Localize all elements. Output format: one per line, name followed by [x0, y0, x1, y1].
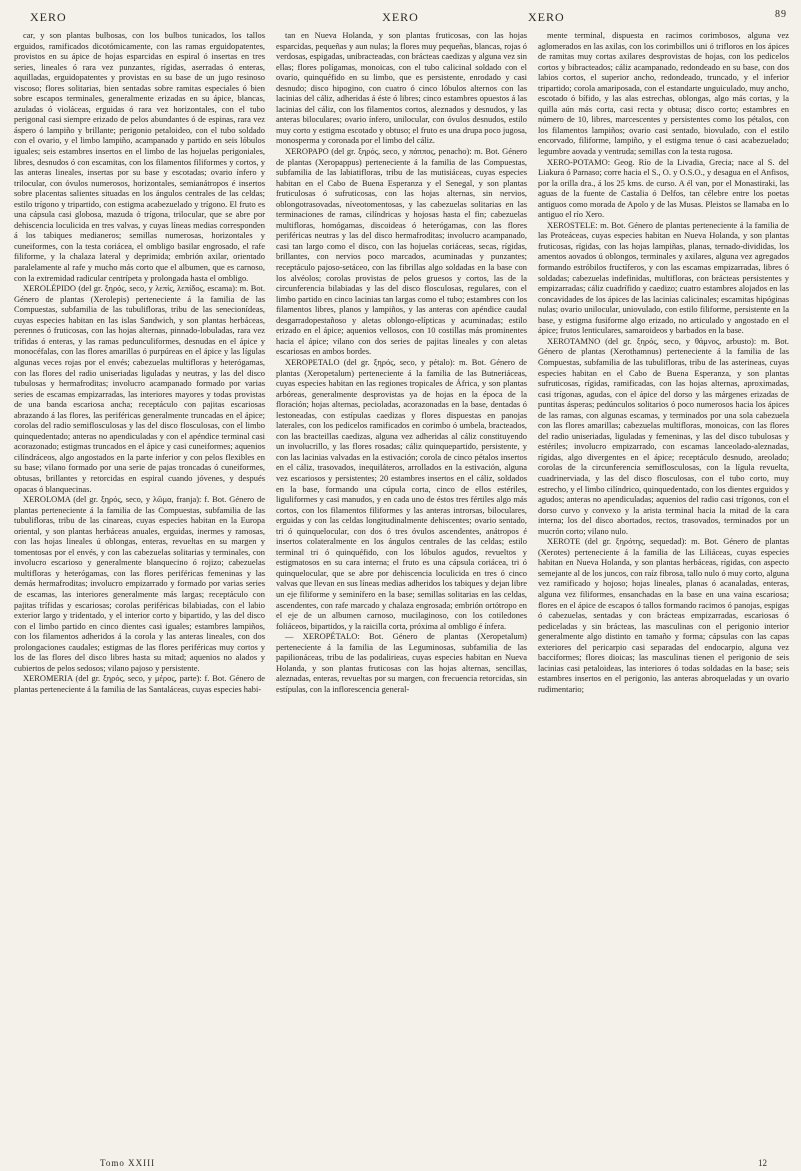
- column-left: [14, 30, 265, 1155]
- sheet-number: 12: [758, 1158, 767, 1168]
- entry-paragraph: — XEROPÉTALO: Bot. Género de plantas (Xeropetalum) perteneciente á la familia de las Leguminosas, subfamilia de las papilionáceas, tribu de las podalirieas, cuyas especies habitan en Nueva Holanda, y son plantas fruticosas con las hojas alternas, sencillas, aleznadas, enteras, revueltas por su margen, con frecuencia retorcidas, sin estípulas, con la inflorescencia general-: [276, 631, 527, 694]
- running-head-left: XERO: [30, 10, 67, 24]
- entry-paragraph: XERO-POTAMO: Geog. Río de la Livadia, Grecia; nace al S. del Liakura ó Parnaso; corre hacia el S., O. y O.S.O., y desagua en el Anfisos, por la orilla dra., á los 25 kms. de curso. A él van, por el Monastiraki, las aguas de la fuente de Castalia ó Delfos, tan célebre entre los poetas antiguos como morada de Apolo y de las Musas. Pleistos se llamaba en lo antiguo el río Xero.: [538, 156, 789, 220]
- entry-paragraph: tan en Nueva Holanda, y son plantas fruticosas, con las hojas esparcidas, pequeñas y aun nulas; la flores muy pequeñas, blancas, rojas ó verdosas, espigadas, unibracteadas, con brácteas caedizas y alguna vez sin ellas; flores polígamas, monoicas, con el tubo calicinal soldado con el ovario, quinquéfido en su limbo, que es persistente, enrodado y casi desnudo; disco hipogino, con cuatro ó cinco lóbulos alternos con las lacinias del cáliz, adheridas á éste ó libres; cinco estambres opuestos á las lacinias del cáliz, con los filamentos cortos, aleznados y desnudos, y las anteras biloculares; ovario ínfero, unilocular, con óvulos desnudos, estilo muy corto y estigma escotado y obtuso; el fruto es una drupa poco jugosa, monosperma y coronada por el limbo del cáliz.: [276, 30, 527, 146]
- running-head: [0, 6, 801, 28]
- entry-paragraph: XEROMERIA (del gr. ξηρός, seco, y μέρος, parte): f. Bot. Género de plantas perteneciente á la familia de las Santaláceas, cuyas especies habi-: [14, 673, 265, 694]
- entry-paragraph: mente terminal, dispuesta en racimos corimbosos, alguna vez aglomerados en las axilas, con los corimbillos uni ó trifloros en los ápices de ramitas muy cortas axilares desprovistas de hojas, con los pedicelos cortos y bibracteados; cáliz acampanado, redondeado en su base, con dos labios cortos, el superior ancho, redondeado, truncado, y el inferior tripartido; corola amariposada, con el estandarte unguiculado, muy ancho, escotado ó bífido, y las alas estrechas, oblongas, algo más cortas, y la quilla aún más corta, casi recta y obtusa; disco corto; estambres en número de 10, libres, marcescentes y persistentes como los pétalos, con los filamentos lampiños; ovario casi sentado, biovulado, con el estilo encorvado, filiforme, lampiño, y el estigma tenue ó casi acabezuelado; legumbre aovada y ventruda; semillas con la testa rugosa.: [538, 30, 789, 157]
- page-number: 89: [775, 9, 787, 20]
- column-right: [538, 30, 789, 1155]
- entry-paragraph: XEROLOMA (del gr. ξηρός, seco, y λῶμα, franja): f. Bot. Género de plantas perteneciente á la familia de las Compuestas, subfamilia de las tubulifloras, tribu de las cinareas, cuyas especies habitan en la Europa oriental, y son plantas herbáceas anuales, erguidas, inermes y ramosas, con las hojas lineales ú oblongas, enteras, revueltas en su margen y tomentosas por el envés, y con las cabezuelas solitarias y terminales, con involucro escarioso y generalmente blanquecino ó rojizo; cabezuelas multifloras y heterógamas, con las flores periféricas femeninas y las demás hermafroditas; involucro empizarrado y formado por varias series de escamas, las interiores generalmente más largas; receptáculo con pajitas trífidas y escariosas; corolas periféricas bilabiadas, con el labio exterior largo y tridentado, y el interior corto y bipartido, y las del disco con el limbo partido en cinco dientes casi iguales; estambres lampiños, con los filamentos adheridos á la corola y las anteras lineales, con dos prolongaciones caudales; estigmas de las flores periféricas muy cortos y los de las flores del disco libres hasta su mitad; aquenios no alados y cubiertos de pelos sedosos; vilano pajoso y persistente.: [14, 494, 265, 673]
- volume-signature: Tomo XXIII: [100, 1158, 156, 1168]
- entry-paragraph: XEROPETALO (del gr. ξηρός, seco, y pétalo): m. Bot. Género de plantas (Xeropetalum) perteneciente á la familia de las Butneriáceas, cuyas especies habitan en las regiones tropicales de África, y son plantas arbóreas, generalmente desprovistas ya de hojas en la época de la floración; hojas alternas, pecioladas, acorazonadas en la base, dentadas ó lestoneadas, con estípulas caedizas y flores dispuestas en panojas laterales, con los pedicelos ramificados en corimbo ó umbela, bracteados, con las bracteillas caedizas, alguna vez adheridas al cáliz constituyendo un involucrillo, y las flores rosadas; cáliz quinquepartido, persistente, y con las lacinias valvadas en la estivación; corola de cinco pétalos insertos en el cáliz, trasovados, inequiláteros, arrollados en la estivación, alguna vez escariosos y persistentes; 20 estambres insertos en el cáliz, soldados en la base, formando una cúpula corta, cinco de ellos estériles, liguliformes y casi manudos, y en cada uno de éstos tres fértiles algo más cortos, con los filamentos filiformes y las anteras introrsas, biloculares, erguidas y con las celdas longitudinalmente dehiscentes; ovario sentado, tri ó quinquelocular, con dos ó tres óvulos ascendentes, anátropos é insertos colateralmente en los ángulos centrales de las celdas; estilo terminal tri ó quinquéfido, con los lóbulos agudos, revueltos y estigmatosos en su cara interna; el fruto es una cápsula coriácea, tri ó quinquelocular, que se abre por dehiscencia loculicida en tres ó cinco valvas que llevan en sus líneas medias adheridos los tabiques y dejan libre un eje filiforme y seminífero en la base; semillas solitarias en las celdas, ascendentes, con rafe marcado y chalaza engrosada; embrión ortótropo en el eje de un albumen carnoso, mucilaginoso, con los cotiledones foliáceos, bipartidos, y la raicilla corta, próxima al ombligo é ínfera.: [276, 356, 527, 631]
- entry-paragraph: XEROTAMNO (del gr. ξηρός, seco, y θάμνος, arbusto): m. Bot. Género de plantas (Xerothamnus) perteneciente á la familia de las Compuestas, subfamilia de las tubulifloras, tribu de las asterineas, cuyas especies habitan en el Cabo de Buena Esperanza, y son plantas sufruticosas, rígidas, ramificadas, con las hojas alternas, aproximadas, casi trígonas, agudas, con el ápice del dorso y las márgenes erizadas de puntitas ásperas; pedúnculos solitarios ó poco numerosos hacia los ápices de las ramas, con algunas escamas, y terminados por una sola cabezuela con las flores amarillas; cabezuelas multifloras, monoicas, con las flores del radio uniseriadas, liguladas y femeninas, y las del disco tubulosas y estériles; involucro empizarrado, con escamas lanceolado-aleznadas, rígidas, algo divergentes en el ápice; receptáculo desnudo, areolado; corolas de la circunferencia semiflosculosas, con la lígula revuelta, cuadrinerviada, y las del disco flosculosas, con el tubo corto, muy estrecho, y el limbo cilíndrico, quinquedentado, con los dientes erguidos y agudos; anteras no apendiculadas; aquenios del radio casi trígonos, con el dorso curvo y convexo y la arista terminal hacia la mitad de la cara interna; los del disco abortados, rectos, trasovados, terminados por un mucrón corto; vilano nulo.: [538, 335, 789, 536]
- column-middle: [276, 30, 527, 1155]
- entry-paragraph: XEROPAPO (del gr. ξηρός, seco, y πάππος, penacho): m. Bot. Género de plantas (Xeropappus) perteneciente á la familia de las Compuestas, subfamilia de las labiatifloras, tribu de las mutisiáceas, cuyas especies habitan en el Cabo de Buena Esperanza y el Senegal, y son plantas fruticulosas ó sufruticosas, con las hojas alternas, sin nervios, oblongotrasovadas, níveotomentosas, y las cabezuelas solitarias en las terminaciones de ramas, cilíndricas y hojosas hasta el fin; cabezuelas multifloras, homógamas, discoideas ó heterógamas, con las flores periféricas neutras y las del disco hermafroditas; involucro acampanado, casi tan largo como el disco, con las hojuelas coriáceas, secas, rígidas, brillantes, con nervios poco marcados, acuminadas y punzantes; receptáculo pajoso-setáceo, con las fibrillas algo soldadas en la base con los alvéolos; corolas provistas de pelos gruesos y cortos, las de la circunferencia bilabiadas y las del disco flosculosas, regulares, con el limbo partido en cinco lacinias tan largas como el tubo; estambres con los filamentos libres, planos y lampiños, y las anteras con apéndice caudal desgarradopestañoso y aletas oblongo-elípticas y acuminadas; estilo erizado en el ápice; aquenios vellosos, con 10 costillas más prominentes hacia el ápice; vilano con dos series de pajitas lineales y con aletas escariosas en ambos bordes.: [276, 146, 527, 357]
- entry-paragraph: car, y son plantas bulbosas, con los bulbos tunicados, los tallos erguidos, ramificados dicotómicamente, con las ramas erguidopatentes, provistos en su ápice de hojas esparcidas en espiral ó insertas en tres series, lineales ó rara vez punzantes, rígidas, aserradas ó enteras, aquilladas, erguidopatentes y provistas en su base de un jugo resinoso viscoso; flores solitarias, bien sentadas sobre ramitas especiales ó bien sobre escapos terminales, generalmente erizadas en su ápice, blancas, azuladas ó violáceas, erguidas ó rara vez horizontales, con el tubo perigonal casi siempre erizado de pelos abundantes ó de espinas, rara vez áspero ó lampiño y brillante; perigonio petaloideo, con el tubo soldado con el ovario, y el limbo lampiño, acampanado y partido en seis lóbulos iguales; seis estambres insertos en el limbo de las hojuelas perigoniales, libres, desnudos ó con escamitas, con los filamentos filiformes y cortos, y las anteras lineales, insertas por su base y escotadas; ovario ínfero y trilocular, con óvulos numerosos, horizontales, semianátropos é insertos sobre placentas salientes situadas en los ángulos centrales de las celdas; estilo trígono y tripartido, con estigma acabezuelado y trígono. El fruto es una cápsula casi globosa, mazuda ó trígona, trilocular, que se abre por dehiscencia loculicida en tres valvas, y cuyas líneas medias corresponden á los tabiques medianeros; semillas numerosas, horizontales y cuneiformes, con la testa coriácea, el ombligo basilar engrosado, el rafe filiforme, y la chalaza lateral y deprimida; embrión axilar, orientado paralelamente al rafe y mucho más corto que el albumen, que es carnoso, con la extremidad radicular centrípeta y prolongada hasta el ombligo.: [14, 30, 265, 283]
- entry-paragraph: XEROLÉPIDO (del gr. ξηρός, seco, y λεπίς, λεπίδος, escama): m. Bot. Género de plantas (Xerolepis) perteneciente á la familia de las Compuestas, subfamilia de las tubulifloras, tribu de las senecionídeas, cuyas especies habitan en las islas Sandwich, y son plantas herbáceas, perennes ó fruticosas, con las hojas alternas, pinnado-lobuladas, rara vez trífidas ó enteras, y las ramas pedunculiformes, desnudas en el ápice y monocéfalas, con las flores amarillas ó purpúreas en el ápice y las lígulas algunas veces rojas por el envés; cabezuelas multifloras y heterógamas, con las flores del radio uniseriadas liguladas y neutras, y las del disco tubulosas y hermafroditas; involucro acampanado formado por varias series de escamas empizarradas, las interiores mayores y todas provistas de una banda escariosa ancha; receptáculo con pajitas escariosas abrazando á las flores, las periféricas generalmente truncadas en el ápice; corolas del radio semiflosculosas y las del disco flosculosas, con el limbo quinquedentado; anteras no apendiculadas y con el apéndice terminal casi acorazonado; estigmas truncados en el ápice y casi cuneiformes; aquenios cilíndráceos, algo angostados en la parte inferior y con pelos flexibles en su base; vilano formado por una serie de pajas troncadas ó cuneiformes, obtusas, brillantes y retorcidas en espiral cuando jóvenes, y después opacas ó blanquecinas.: [14, 283, 265, 494]
- running-head-center: XERO: [382, 10, 419, 24]
- entry-paragraph: XEROTE (del gr. ξηρότης, sequedad): m. Bot. Género de plantas (Xerotes) perteneciente á la familia de las Liliáceas, cuyas especies habitan en Nueva Holanda, y son plantas herbáceas, rígidas, con aspecto semejante al de los juncos, con raíz fibrosa, tallo nulo ó muy corto, alguna vez ramificado y hojoso; hojas lineales, planas ó acanaladas, enteras, alguna vez filiformes, ensanchadas en la base en una vaina escariosa; flores en el ápice de escapos ó tallos formando racimos ó panojas, espigas ó cabezuelas, sentadas y con brácteas empizarradas, escariosas ó pediceladas y sin brácteas, las masculinas con el perigonio interior generalmente algo distinto en tamaño y forma; cápsulas con las capas exteriores del pericarpio casi separadas del endocarpio, alguna vez bacciformes; flores dioicas; las masculinas tienen el perigonio de seis lacinias casi petaloideas, las interiores ó todas soldadas en la base; seis estambres insertos en el perigonio, las anteras abroqueladas y un ovario rudimentario;: [538, 536, 789, 694]
- text-columns: [14, 30, 789, 1155]
- entry-paragraph: XEROSTELE: m. Bot. Género de plantas perteneciente á la familia de las Proteáceas, cuyas especies habitan en Nueva Holanda, y son plantas fruticosas, rígidas, con las hojas lampiñas, planas, ternado-divididas, los amentos aovados ú oblongos, terminales y axilares, alguna vez agregados formando estróbilos fructíferos, y con las escamas empizarradas, libres ó soldadas; cabezuelas indefinidas, multifloras, con brácteas persistentes y empizarradas; cáliz cuadrífido y caedizo; cuatro estambres alojados en las concavidades de los ápices de las lacinias calicinales; escamitas hipóginas nulas; ovario unilocular, uniovulado, con estilo filiforme, persistente en la base, y estigma fusiforme algo erizado, no articulado y angostado en el ápice; frutos lenticulares, samaroideos y barbados en la base.: [538, 219, 789, 336]
- running-head-right: XERO: [528, 10, 565, 24]
